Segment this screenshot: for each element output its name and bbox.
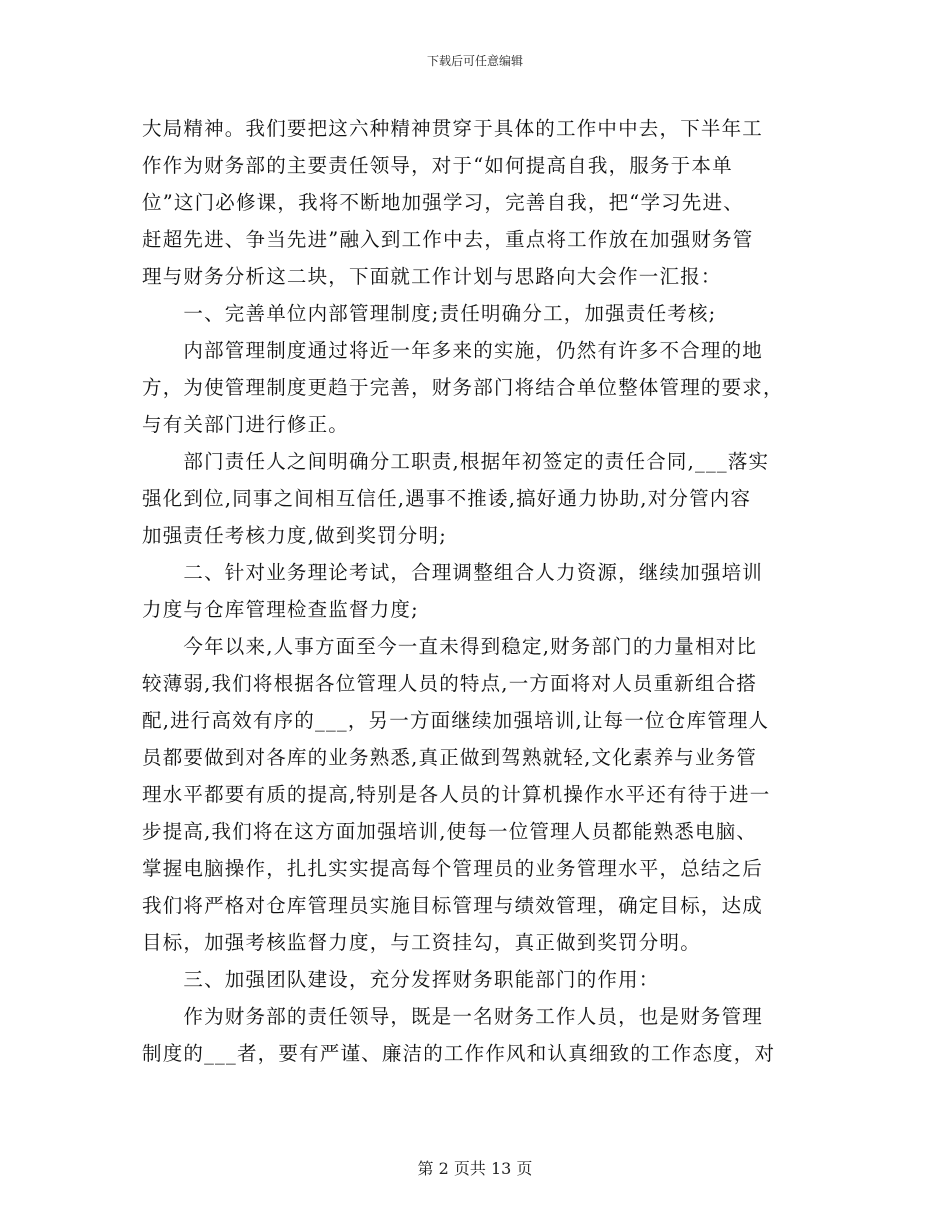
text-line: 部门责任人之间明确分工职责,根据年初签定的责任合同,___落实: [142, 450, 770, 473]
text-line: 作为财务部的责任领导，既是一名财务工作人员，也是财务管理: [142, 1005, 764, 1028]
text-line: 强化到位,同事之间相互信任,遇事不推诿,搞好通力协助,对分管内容: [142, 487, 752, 510]
text-line: 方，为使管理制度更趋于完善，财务部门将结合单位整体管理的要求，: [142, 376, 784, 399]
text-line: 内部管理制度通过将近一年多来的实施，仍然有许多不合理的地: [142, 339, 764, 362]
text-line: 掌握电脑操作，扎扎实实提高每个管理员的业务管理水平，总结之后: [142, 857, 764, 880]
text-line: 大局精神。我们要把这六种精神贯穿于具体的工作中中去，下半年工: [142, 117, 764, 140]
text-line: 作作为财务部的主要责任领导，对于“如何提高自我，服务于本单: [142, 154, 733, 177]
text-line: 今年以来,人事方面至今一直未得到稳定,财务部门的力量相对比: [142, 635, 758, 658]
text-line: 加强责任考核力度,做到奖罚分明;: [142, 524, 447, 547]
text-line: 员都要做到对各库的业务熟悉,真正做到驾熟就轻,文化素养与业务管: [142, 746, 758, 769]
text-line: 步提高,我们将在这方面加强培训,使每一位管理人员都能熟悉电脑、: [142, 820, 758, 843]
text-line: 赶超先进、争当先进”融入到工作中去，重点将工作放在加强财务管: [142, 228, 754, 251]
header-note: 下载后可任意编辑: [426, 54, 523, 68]
section-heading-1: 一、完善单位内部管理制度;责任明确分工，加强责任考核;: [142, 302, 717, 325]
text-line: 配,进行高效有序的___，另一方面继续加强培训,让每一位仓库管理人: [142, 709, 770, 732]
text-line: 力度与仓库管理检查监督力度;: [142, 598, 419, 621]
text-line: 较薄弱,我们将根据各位管理人员的特点,一方面将对人员重新组合搭: [142, 672, 758, 695]
document-body: [142, 110, 810, 1072]
text-line: 理水平都要有质的提高,特别是各人员的计算机操作水平还有待于进一: [142, 783, 771, 806]
page-number: 第 2 页共 13 页: [417, 1159, 533, 1178]
text-line: 理与财务分析这二块，下面就工作计划与思路向大会作一汇报：: [142, 265, 722, 288]
text-line: 位”这门必修课，我将不断地加强学习，完善自我，把“学习先进、: [142, 191, 744, 214]
text-line: 与有关部门进行修正。: [142, 413, 350, 436]
text-line: 我们将严格对仓库管理员实施目标管理与绩效管理，确定目标，达成: [142, 894, 764, 917]
section-heading-3: 三、加强团队建设，充分发挥财务职能部门的作用：: [142, 968, 660, 991]
section-heading-2: 二、针对业务理论考试，合理调整组合人力资源，继续加强培训: [142, 561, 764, 584]
text-line: 制度的___者，要有严谨、廉洁的工作作风和认真细致的工作态度，对: [142, 1042, 776, 1065]
text-line: 目标，加强考核监督力度，与工资挂勾，真正做到奖罚分明。: [142, 931, 701, 954]
